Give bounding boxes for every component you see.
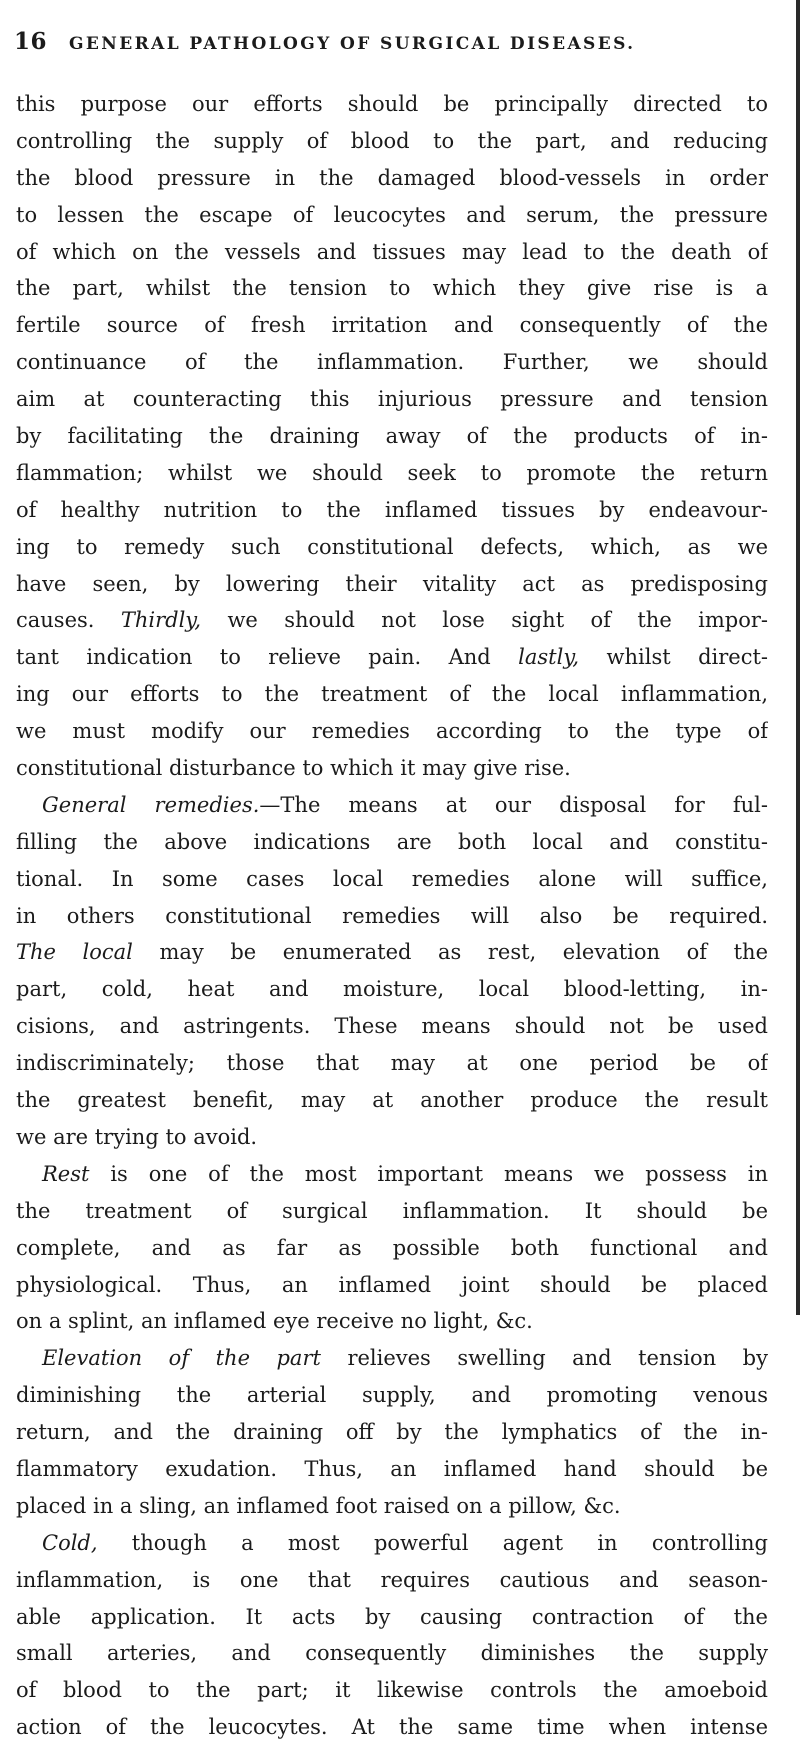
text-line: continuance of the inflammation. Further, we should [16, 350, 768, 375]
running-title: GENERAL PATHOLOGY OF SURGICAL DISEASES. [69, 34, 636, 54]
text-line: on a splint, an inflamed eye receive no light, &c. [16, 1309, 533, 1334]
text-line: tional. In some cases local remedies alone will suffice, [16, 866, 768, 891]
text-line: complete, and as far as possible both functional and [16, 1235, 768, 1260]
text-line: fertile source of fresh irritation and consequently of the [16, 313, 768, 338]
text-line: physiological. Thus, an inflamed joint should be placed [16, 1272, 768, 1297]
text-line: The local may be enumerated as rest, elevation of the [16, 940, 768, 965]
text-line: the blood pressure in the damaged blood-vessels in order [16, 165, 768, 190]
text-line: action of the leucocytes. At the same time when intense [16, 1715, 768, 1740]
text-line: Elevation of the part relieves swelling and tension by [42, 1346, 768, 1371]
text-line: have seen, by lowering their vitality act as predisposing [16, 571, 768, 596]
text-line: aim at counteracting this injurious pressure and tension [16, 387, 768, 412]
text-line: cisions, and astringents. These means should not be used [16, 1014, 768, 1039]
text-line: inflammation, is one that requires cautious and season- [16, 1567, 768, 1592]
body-text [16, 86, 768, 1746]
text-line: by facilitating the draining away of the products of in- [16, 424, 768, 449]
text-line: ing to remedy such constitutional defects, which, as we [16, 534, 768, 559]
text-line: able application. It acts by causing contraction of the [16, 1604, 768, 1629]
page-edge-shadow [796, 0, 800, 1315]
text-line: Cold, though a most powerful agent in controlling [42, 1530, 768, 1555]
running-head [14, 28, 774, 62]
text-line: General remedies.—The means at our disposal for ful- [42, 792, 768, 817]
text-line: ing our efforts to the treatment of the local inflammation, [16, 682, 768, 707]
text-line: return, and the draining off by the lymphatics of the in- [16, 1420, 768, 1445]
text-line: flammatory exudation. Thus, an inflamed hand should be [16, 1456, 768, 1481]
text-line: to lessen the escape of leucocytes and serum, the pressure [16, 202, 768, 227]
text-line: causes. Thirdly, we should not lose sight of the impor- [16, 608, 768, 633]
text-line: indiscriminately; those that may at one period be of [16, 1051, 768, 1076]
text-line: tant indication to relieve pain. And lastly, whilst direct- [16, 645, 768, 670]
text-line: constitutional disturbance to which it may give rise. [16, 756, 571, 781]
text-line: of healthy nutrition to the inflamed tissues by endeavour- [16, 497, 768, 522]
text-line: placed in a sling, an inflamed foot raised on a pillow, &c. [16, 1493, 621, 1518]
text-line: we must modify our remedies according to the type of [16, 719, 768, 744]
text-line: small arteries, and consequently diminishes the supply [16, 1641, 768, 1666]
text-line: of blood to the part; it likewise controls the amoeboid [16, 1678, 768, 1703]
text-line: the treatment of surgical inflammation. It should be [16, 1198, 768, 1223]
text-line: in others constitutional remedies will also be required. [16, 903, 768, 928]
text-line: part, cold, heat and moisture, local blood-letting, in- [16, 977, 768, 1002]
text-line: of which on the vessels and tissues may lead to the death of [16, 239, 768, 264]
text-line: diminishing the arterial supply, and promoting venous [16, 1383, 768, 1408]
text-line: Rest is one of the most important means we possess in [42, 1161, 768, 1186]
text-line: this purpose our efforts should be principally directed to [16, 92, 768, 116]
text-line: filling the above indications are both local and constitu- [16, 829, 768, 854]
text-line: controlling the supply of blood to the part, and reducing [16, 128, 768, 153]
text-line: the greatest benefit, may at another produce the result [16, 1088, 768, 1113]
page-number: 16 [14, 28, 48, 55]
text-line: flammation; whilst we should seek to promote the return [16, 460, 768, 485]
text-line: the part, whilst the tension to which they give rise is a [16, 276, 768, 301]
text-line: we are trying to avoid. [16, 1124, 258, 1149]
